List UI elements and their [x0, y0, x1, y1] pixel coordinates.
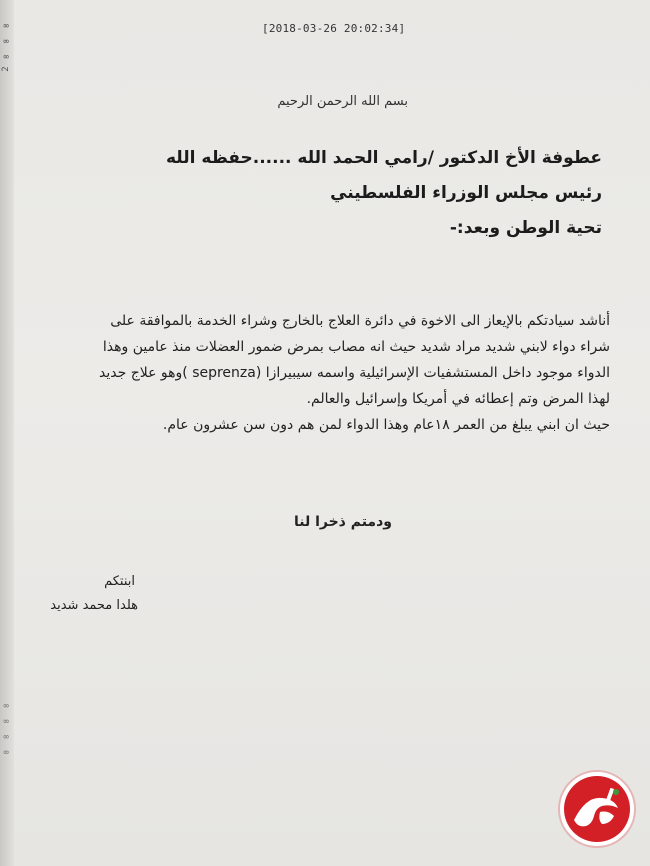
- address-line-1: عطوفة الأخ الدكتور /رامي الحمد الله ......حفظه الله: [166, 148, 602, 168]
- basmala: بسم الله الرحمن الرحيم: [277, 94, 408, 109]
- body-line-2: شراء دواء لابني شديد مراد شديد حيث انه مصاب بمرض ضمور العضلات منذ عامين وهذا: [102, 339, 610, 355]
- body-line-4: لهذا المرض وتم إعطائه في أمريكا وإسرائيل والعالم.: [306, 391, 610, 407]
- address-line-3: تحية الوطن وبعد:-: [449, 218, 602, 238]
- edge-marks-bottom: ∞ ∞ ∞ ∞: [1, 700, 11, 757]
- body-line-1: أناشد سيادتكم بالإيعاز الى الاخوة في دائرة العلاج بالخارج وشراء الخدمة بالموافقة على: [110, 313, 610, 329]
- fax-timestamp: [2018-03-26 20:02:34]: [262, 22, 406, 35]
- closing-line: ودمتم ذخرا لنا: [293, 514, 392, 530]
- scan-edge-strip: [0, 0, 14, 866]
- signature-name: هلدا محمد شديد: [50, 598, 138, 613]
- address-line-2: رئيس مجلس الوزراء الفلسطيني: [330, 183, 602, 203]
- body-line-3: الدواء موجود داخل المستشفيات الإسرائيلية واسمه سيبيرازا (seprenza )وهو علاج جديد: [99, 365, 610, 381]
- edge-marks-top: 2 ∞ ∞ ∞: [1, 20, 11, 72]
- news-agency-logo-icon: [556, 768, 638, 850]
- body-line-5: حيث ان ابني يبلغ من العمر ١٨عام وهذا الدواء لمن هم دون سن عشرون عام.: [162, 417, 610, 433]
- signature-title: ابنتكم: [104, 574, 135, 589]
- letter-body: [30, 308, 610, 438]
